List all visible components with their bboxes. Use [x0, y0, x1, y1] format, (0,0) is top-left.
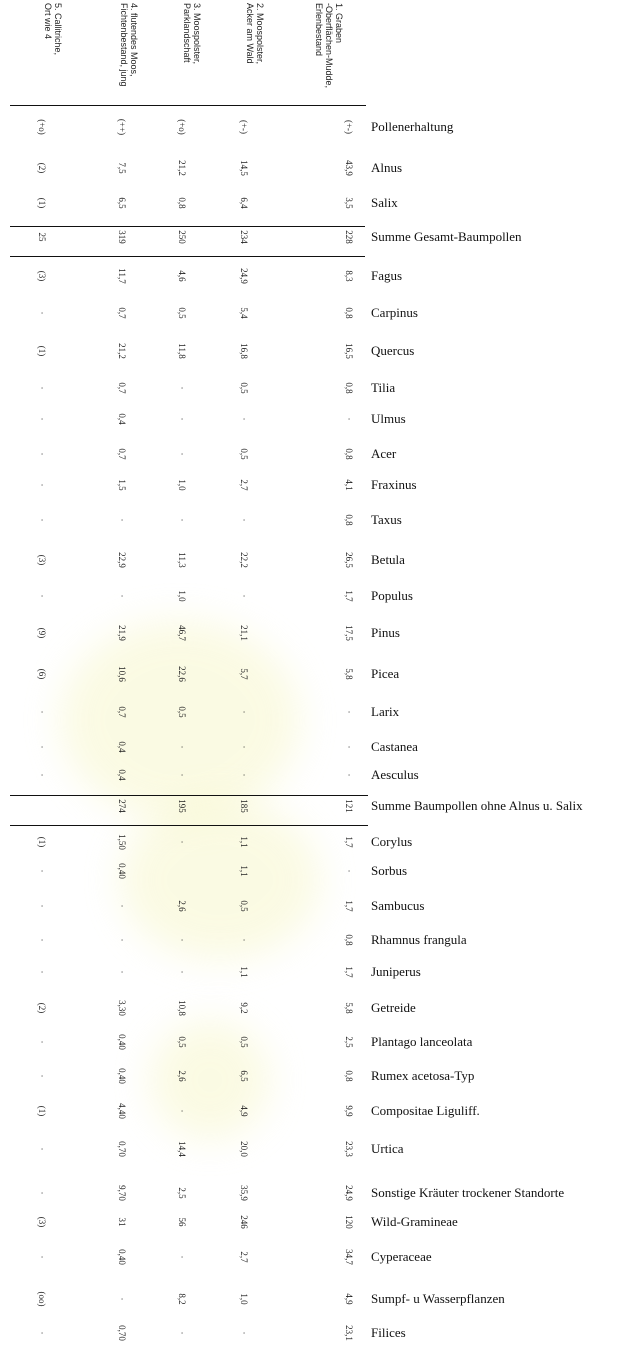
column-header-c2 [245, 3, 265, 64]
table-cell-c5: (1) [37, 836, 47, 848]
table-cell-c4: 22,9 [117, 552, 127, 568]
table-cell-c4: 274 [117, 799, 127, 813]
table-cell-c1: · [344, 745, 354, 749]
table-cell-c5: · [37, 1331, 47, 1335]
row-label: Rumex acetosa-Typ [371, 1068, 475, 1083]
table-cell-c1: 0,8 [344, 307, 354, 319]
table-cell-c1: · [344, 710, 354, 714]
table-cell-c5: · [37, 710, 47, 714]
table-cell-c3: · [177, 970, 187, 974]
table-cell-c4: · [117, 938, 127, 942]
table-cell-c2: (+-) [239, 119, 249, 135]
row-label: Aesculus [371, 767, 419, 782]
table-cell-c1: 0,8 [344, 1070, 354, 1082]
row-label: Corylus [371, 834, 413, 849]
row-label: Pinus [371, 625, 400, 640]
table-cell-c3: 2,5 [177, 1187, 187, 1199]
table-cell-c5: · [37, 386, 47, 390]
divider-after-alnus-salix [10, 226, 365, 227]
table-cell-c1: 1,7 [344, 590, 354, 602]
row-label: Filices [371, 1325, 406, 1340]
table-cell-c3: 10,8 [177, 1000, 187, 1016]
table-cell-c1: 0,8 [344, 514, 354, 526]
table-cell-c1: 3,5 [344, 197, 354, 209]
table-cell-c1: (+-) [344, 119, 354, 135]
table-cell-c1: 120 [344, 1215, 354, 1229]
table-cell-c1: 228 [344, 230, 354, 244]
table-cell-c4: · [117, 1297, 127, 1301]
row-label: Quercus [371, 343, 415, 358]
table-cell-c4: 0,7 [117, 706, 127, 718]
table-cell-c2: 5,7 [239, 668, 249, 680]
table-cell-c5: (3) [37, 554, 47, 566]
table-cell-c1: 9,9 [344, 1105, 354, 1117]
column-header-c4 [119, 3, 139, 87]
table-cell-c3: 4,6 [177, 270, 187, 282]
table-cell-c3: 46,7 [177, 625, 187, 641]
table-cell-c5: · [37, 452, 47, 456]
header-divider [10, 105, 366, 106]
table-cell-c5: (3) [37, 270, 47, 282]
divider-after-summe-gesamt [10, 256, 365, 257]
table-cell-c5: · [37, 1147, 47, 1151]
column-header-line: Erlenbestand [314, 3, 324, 57]
table-cell-c1: 16,5 [344, 343, 354, 359]
table-cell-c1: 1,7 [344, 836, 354, 848]
table-cell-c5: (6) [37, 668, 47, 680]
table-cell-c3: · [177, 417, 187, 421]
table-cell-c5: (9) [37, 627, 47, 639]
table-cell-c5: · [37, 1074, 47, 1078]
row-label: Picea [371, 666, 400, 681]
table-cell-c3: 21,2 [177, 160, 187, 176]
table-cell-c4: 0,40 [117, 1249, 127, 1265]
table-cell-c3: · [177, 773, 187, 777]
table-cell-c2: 6,5 [239, 1070, 249, 1082]
column-header-line: Parklandschaft [182, 3, 192, 63]
table-cell-c2: 246 [239, 1215, 249, 1229]
table-cell-c2: 0,5 [239, 448, 249, 460]
table-cell-c1: 5,8 [344, 1002, 354, 1014]
row-label: Tilia [371, 380, 396, 395]
table-cell-c4: 0,40 [117, 1068, 127, 1084]
table-cell-c5: · [37, 417, 47, 421]
table-cell-c5: · [37, 745, 47, 749]
table-cell-c4: 319 [117, 230, 127, 244]
table-cell-c2: 2,7 [239, 1251, 249, 1263]
row-label: Cyperaceae [371, 1249, 432, 1264]
table-cell-c1: 1,7 [344, 966, 354, 978]
table-cell-c3: 250 [177, 230, 187, 244]
table-cell-c4: 10,6 [117, 666, 127, 682]
table-cell-c4: 0,40 [117, 863, 127, 879]
table-cell-c5: (2) [37, 1002, 47, 1014]
column-header-c5 [43, 3, 63, 55]
table-cell-c1: 0,8 [344, 382, 354, 394]
table-cell-c4: 3,30 [117, 1000, 127, 1016]
table-cell-c4: 11,7 [117, 268, 127, 284]
table-cell-c2: 20,0 [239, 1141, 249, 1157]
table-cell-c1: 23,1 [344, 1325, 354, 1341]
table-cell-c4: 0,70 [117, 1141, 127, 1157]
divider-after-summe-ohne [10, 825, 368, 826]
table-cell-c1: 1,7 [344, 900, 354, 912]
table-cell-c3: · [177, 1255, 187, 1259]
table-cell-c4: 7,5 [117, 162, 127, 174]
column-header-line: -Oberflächen-Mudde, [324, 3, 334, 89]
table-cell-c5: · [37, 518, 47, 522]
row-label: Plantago lanceolata [371, 1034, 473, 1049]
table-cell-c2: · [239, 773, 249, 777]
table-cell-c3: · [177, 452, 187, 456]
column-header-line: Ort wie 4 [43, 3, 53, 40]
table-cell-c3: (+o) [177, 119, 187, 135]
column-header-c3 [182, 3, 202, 64]
table-cell-c3: · [177, 1331, 187, 1335]
table-cell-c5: (2) [37, 162, 47, 174]
table-cell-c1: 23,3 [344, 1141, 354, 1157]
table-cell-c5: · [37, 1255, 47, 1259]
row-label: Wild-Gramineae [371, 1214, 458, 1229]
table-cell-c4: · [117, 970, 127, 974]
table-cell-c3: · [177, 386, 187, 390]
row-label: Larix [371, 704, 400, 719]
column-header-line: Fichtenbestand, jung [119, 3, 129, 87]
row-label: Populus [371, 588, 413, 603]
table-cell-c4: 21,9 [117, 625, 127, 641]
table-cell-c4: 1,50 [117, 834, 127, 850]
table-cell-c2: 1,1 [239, 966, 249, 978]
table-cell-c2: · [239, 417, 249, 421]
table-cell-c1: · [344, 417, 354, 421]
row-label: Compositae Liguliff. [371, 1103, 480, 1118]
table-cell-c1: 4,1 [344, 479, 354, 491]
table-cell-c1: 26,5 [344, 552, 354, 568]
table-cell-c2: · [239, 594, 249, 598]
table-cell-c3: 56 [177, 1217, 187, 1227]
table-cell-c2: · [239, 518, 249, 522]
row-label: Fagus [371, 268, 403, 283]
table-cell-c4: 0,4 [117, 413, 127, 425]
table-cell-c3: 22,6 [177, 666, 187, 682]
table-cell-c2: · [239, 938, 249, 942]
table-cell-c5: · [37, 773, 47, 777]
table-cell-c2: 2,7 [239, 479, 249, 491]
table-cell-c3: 2,6 [177, 900, 187, 912]
row-label: Urtica [371, 1141, 404, 1156]
row-label: Sumpf- u Wasserpflanzen [371, 1291, 505, 1306]
table-cell-c2: 6,4 [239, 197, 249, 209]
table-cell-c4: · [117, 518, 127, 522]
table-cell-c3: · [177, 840, 187, 844]
table-cell-c5: (1) [37, 197, 47, 209]
table-cell-c3: 14,4 [177, 1141, 187, 1157]
table-cell-c4: 1,5 [117, 479, 127, 491]
table-cell-c5: · [37, 904, 47, 908]
column-header-line: 4. flutendes Moos, [129, 3, 139, 77]
row-label: Juniperus [371, 964, 421, 979]
table-cell-c3: 0,8 [177, 197, 187, 209]
column-header-line: 2. Moospolster, [255, 3, 265, 65]
row-label: Carpinus [371, 305, 418, 320]
column-header-c1 [314, 3, 344, 88]
table-cell-c1: 4,9 [344, 1293, 354, 1305]
table-cell-c5: · [37, 938, 47, 942]
table-cell-c2: · [239, 745, 249, 749]
table-cell-c2: 22,2 [239, 552, 249, 568]
table-cell-c3: 11,8 [177, 343, 187, 359]
table-cell-c5: · [37, 970, 47, 974]
table-cell-c3: 1,0 [177, 590, 187, 602]
table-cell-c5: (+o) [37, 119, 47, 135]
row-label: Sorbus [371, 863, 408, 878]
table-cell-c4: 0,4 [117, 741, 127, 753]
table-cell-c3: 195 [177, 799, 187, 813]
table-cell-c5: · [37, 594, 47, 598]
table-cell-c4: 31 [117, 1217, 127, 1227]
table-cell-c5: · [37, 1040, 47, 1044]
table-cell-c5: (3) [37, 1216, 47, 1228]
table-cell-c4: 0,7 [117, 382, 127, 394]
table-cell-c1: · [344, 869, 354, 873]
table-cell-c2: 234 [239, 230, 249, 244]
table-cell-c1: 5,8 [344, 668, 354, 680]
table-cell-c4: 9,70 [117, 1185, 127, 1201]
table-cell-c4: 0,4 [117, 769, 127, 781]
table-cell-c3: · [177, 518, 187, 522]
column-header-line: 5. Callitriche, [53, 3, 63, 56]
row-label: Pollenerhaltung [371, 119, 454, 134]
table-cell-c4: · [117, 594, 127, 598]
row-label: Sonstige Kräuter trockener Standorte [371, 1185, 565, 1200]
table-cell-c5: (oo) [37, 1291, 47, 1307]
table-cell-c4: 0,7 [117, 307, 127, 319]
table-cell-c3: 0,5 [177, 1036, 187, 1048]
row-label: Taxus [371, 512, 402, 527]
table-cell-c1: 0,8 [344, 448, 354, 460]
row-label: Sambucus [371, 898, 425, 913]
table-cell-c2: 1,1 [239, 836, 249, 848]
table-cell-c4: 6,5 [117, 197, 127, 209]
column-header-line: Acker am Wald [245, 3, 255, 64]
table-cell-c1: 0,8 [344, 934, 354, 946]
table-cell-c4: 0,7 [117, 448, 127, 460]
table-cell-c5: (1) [37, 345, 47, 357]
table-cell-c3: 2,6 [177, 1070, 187, 1082]
table-cell-c2: 0,5 [239, 900, 249, 912]
table-cell-c2: 0,5 [239, 382, 249, 394]
row-label: Betula [371, 552, 405, 567]
table-cell-c4: 0,70 [117, 1325, 127, 1341]
table-cell-c1: 8,3 [344, 270, 354, 282]
table-cell-c5: (1) [37, 1105, 47, 1117]
table-cell-c2: 1,0 [239, 1293, 249, 1305]
column-header-line: 1. Graben [334, 3, 344, 44]
column-header-line: 3. Moospolster, [192, 3, 202, 65]
table-cell-c2: 14,5 [239, 160, 249, 176]
table-cell-c5: · [37, 869, 47, 873]
table-cell-c1: 2,5 [344, 1036, 354, 1048]
row-label: Acer [371, 446, 397, 461]
table-cell-c5: · [37, 311, 47, 315]
table-cell-c1: 34,7 [344, 1249, 354, 1265]
table-cell-c5: · [37, 1191, 47, 1195]
table-cell-c3: 0,5 [177, 307, 187, 319]
row-label: Alnus [371, 160, 403, 175]
table-cell-c2: 5,4 [239, 307, 249, 319]
table-cell-c1: 43,9 [344, 160, 354, 176]
table-cell-c2: · [239, 1331, 249, 1335]
row-label: Salix [371, 195, 398, 210]
row-label: Fraxinus [371, 477, 417, 492]
table-cell-c5: · [37, 483, 47, 487]
table-cell-c2: 16,8 [239, 343, 249, 359]
table-cell-c5: 25 [37, 232, 47, 242]
table-cell-c3: 1,0 [177, 479, 187, 491]
table-cell-c4: · [117, 904, 127, 908]
table-cell-c4: 0,40 [117, 1034, 127, 1050]
table-cell-c2: 0,5 [239, 1036, 249, 1048]
table-cell-c2: 9,2 [239, 1002, 249, 1014]
table-cell-c4: 21,2 [117, 343, 127, 359]
row-label: Getreide [371, 1000, 416, 1015]
row-label: Summe Baumpollen ohne Alnus u. Salix [371, 798, 583, 813]
table-cell-c2: 4,9 [239, 1105, 249, 1117]
table-cell-c2: 185 [239, 799, 249, 813]
divider-before-summe-ohne [10, 795, 368, 796]
table-cell-c2: · [239, 710, 249, 714]
table-cell-c2: 24,9 [239, 268, 249, 284]
table-cell-c3: 0,5 [177, 706, 187, 718]
row-label: Summe Gesamt-Baumpollen [371, 229, 522, 244]
table-cell-c3: · [177, 1109, 187, 1113]
row-label: Rhamnus frangula [371, 932, 467, 947]
table-cell-c3: · [177, 938, 187, 942]
table-cell-c1: · [344, 773, 354, 777]
table-cell-c1: 121 [344, 799, 354, 813]
table-cell-c1: 24,9 [344, 1185, 354, 1201]
table-cell-c1: 17,5 [344, 625, 354, 641]
row-label: Castanea [371, 739, 418, 754]
table-cell-c4: 4,40 [117, 1103, 127, 1119]
table-cell-c3: 11,3 [177, 552, 187, 568]
row-label: Ulmus [371, 411, 406, 426]
table-cell-c2: 1,1 [239, 865, 249, 877]
table-cell-c2: 21,1 [239, 625, 249, 641]
table-cell-c3: 8,2 [177, 1293, 187, 1305]
table-cell-c2: 35,9 [239, 1185, 249, 1201]
table-cell-c4: (++) [117, 118, 127, 136]
table-cell-c3: · [177, 745, 187, 749]
